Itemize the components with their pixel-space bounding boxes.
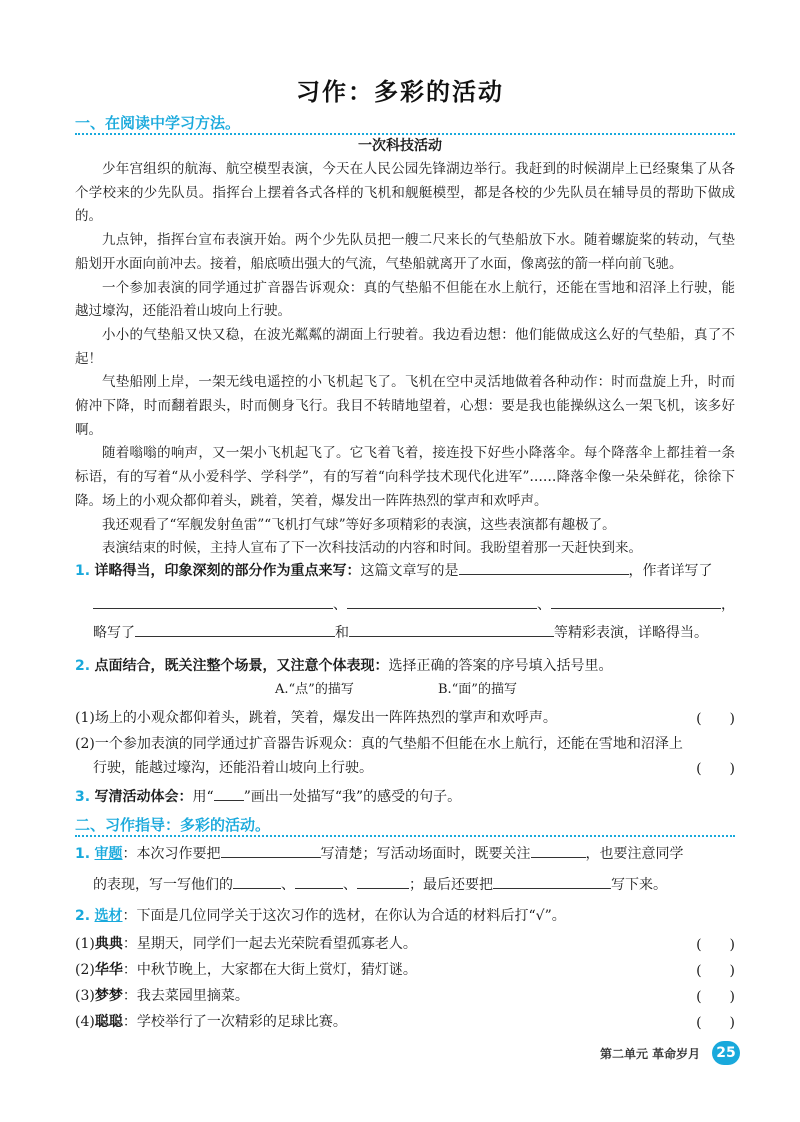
answer-parentheses[interactable]: ( ) (696, 963, 735, 979)
question-text: 略写了 (93, 625, 135, 641)
story-paragraph: 九点钟，指挥台宣布表演开始。两个少先队员把一艘二尺来长的气垫船放下水。随着螺旋桨的转动，气垫船划开水面向前冲去。接着，船底喷出强大的气流，气垫船就离开了水面，像离弦的箭一样向前飞驰。 (75, 232, 735, 272)
question-number: 3. (75, 789, 91, 805)
question-text: 写下来。 (611, 877, 667, 893)
question-text: ，作者详写了 (628, 563, 713, 579)
story-paragraph: 少年宫组织的航海、航空模型表演，今天在人民公园先锋湖边举行。我赶到的时候湖岸上已经聚集了从各个学校来的少先队员。指挥台上摆着各式各样的飞机和舰艇模型，都是各校的少先队员在辅导员的帮助下做成的。 (75, 161, 735, 225)
guide-1 (75, 843, 735, 864)
item-text: ：我去菜园里摘菜。 (122, 988, 249, 1004)
question-text: 用“ (192, 789, 214, 805)
item-index: (3) (75, 988, 95, 1004)
answer-blank[interactable] (93, 594, 333, 609)
underline-sample (214, 786, 244, 801)
guide-1-line-2 (75, 874, 735, 895)
answer-blank[interactable] (295, 874, 343, 889)
question-text: 等精彩表演，详略得当。 (554, 625, 708, 641)
story-paragraph: 小小的气垫船又快又稳，在波光粼粼的湖面上行驶着。我边看边想：他们能做成这么好的气垫船，真了不起！ (75, 326, 735, 367)
separator: 、 (281, 877, 295, 893)
item-text: (2)一个参加表演的同学通过扩音器告诉观众：真的气垫船不但能在水上航行，还能在雪地和沼泽上 (75, 736, 683, 752)
answer-parentheses[interactable]: ( ) (696, 761, 735, 777)
question-text: ”画出一处描写“我”的感受的句子。 (243, 789, 462, 805)
material-item (75, 986, 735, 1006)
answer-parentheses[interactable]: ( ) (696, 937, 735, 953)
section2-heading: 二、习作指导：多彩的活动。 (75, 816, 271, 834)
answer-blank[interactable] (349, 622, 554, 637)
story-paragraph: 一个参加表演的同学通过扩音器告诉观众：真的气垫船不但能在水上航行，还能在雪地和沼泽上行驶，能越过壕沟，还能沿着山坡向上行驶。 (75, 279, 735, 320)
question-text: 这篇文章写的是 (360, 563, 459, 579)
question-1 (75, 560, 735, 581)
student-name: 聪聪 (94, 1014, 123, 1030)
student-name: 梦梦 (94, 988, 123, 1004)
keyword: 选材 (94, 908, 123, 924)
answer-parentheses[interactable]: ( ) (696, 1015, 735, 1031)
item-text: ：学校举行了一次精彩的足球比赛。 (122, 1014, 347, 1030)
question-2-item-2 (75, 734, 735, 754)
story-title: 一次科技活动 (358, 138, 442, 154)
item-text: 行驶，能越过壕沟，还能沿着山坡向上行驶。 (93, 760, 373, 776)
question-text: 的表现，写一写他们的 (93, 877, 233, 893)
answer-blank[interactable] (347, 594, 537, 609)
question-number: 2. (75, 908, 91, 924)
question-text: ，也要注意同学 (585, 846, 684, 862)
question-1-line-2 (75, 594, 735, 615)
answer-blank[interactable] (221, 843, 321, 858)
unit-footer: 第二单元 革命岁月 (600, 1047, 701, 1061)
keyword: 审题 (94, 846, 123, 862)
question-2-item-1 (75, 708, 735, 728)
answer-blank[interactable] (135, 622, 335, 637)
answer-blank[interactable] (459, 560, 629, 575)
question-3 (75, 786, 735, 807)
student-name: 典典 (94, 936, 123, 952)
story-paragraph: 我还观看了“军舰发射鱼雷”“飞机打气球”等好多项精彩的表演，这些表演都有趣极了。 (102, 516, 616, 533)
item-index: (1) (75, 936, 95, 952)
material-item (75, 960, 735, 980)
option-b: B.“面”的描写 (437, 682, 517, 697)
story-body (75, 158, 735, 561)
section1-heading: 一、在阅读中学习方法。 (75, 114, 241, 132)
question-text: 选择正确的答案的序号填入括号里。 (388, 658, 613, 674)
question-number: 1. (75, 563, 91, 579)
question-2 (75, 656, 735, 676)
question-2-item-2-cont (75, 758, 735, 778)
question-text: 写清楚；写活动场面时，既要关注 (320, 846, 531, 862)
item-text: (1)场上的小观众都仰着头，跳着，笑着，爆发出一阵阵热烈的掌声和欢呼声。 (75, 710, 557, 726)
option-a: A.“点”的描写 (275, 682, 354, 697)
page-number: 25 (712, 1041, 740, 1065)
answer-parentheses[interactable]: ( ) (696, 989, 735, 1005)
question-text: ；最后还要把 (409, 877, 493, 893)
item-index: (2) (75, 962, 95, 978)
question-text: ：下面是几位同学关于这次习作的选材，在你认为合适的材料后打“√”。 (122, 908, 566, 924)
question-lead: 写清活动体会： (94, 789, 193, 805)
question-number: 2. (75, 658, 91, 674)
question-number: 1. (75, 846, 91, 862)
separator: 、 (343, 877, 357, 893)
answer-blank[interactable] (493, 874, 611, 889)
item-text: ：中秋节晚上，大家都在大街上赏灯，猜灯谜。 (122, 962, 417, 978)
student-name: 华华 (94, 962, 123, 978)
question-text: ：本次习作要把 (122, 846, 221, 862)
answer-blank[interactable] (531, 843, 586, 858)
question-text: 和 (335, 625, 349, 641)
answer-blank[interactable] (233, 874, 281, 889)
separator: 、 (537, 597, 551, 613)
answer-blank[interactable] (551, 594, 721, 609)
question-lead: 点面结合，既关注整个场景，又注意个体表现： (94, 658, 389, 674)
material-item (75, 934, 735, 954)
answer-parentheses[interactable]: ( ) (696, 711, 735, 727)
guide-2 (75, 906, 735, 926)
item-index: (4) (75, 1014, 95, 1030)
story-paragraph: 随着嗡嗡的响声，又一架小飞机起飞了。它飞着飞着，接连投下好些小降落伞。每个降落伞上都挂着一条标语，有的写着“从小爱科学、学科学”，有的写着“向科学技术现代化进军”……降落伞像一朵朵鲜花，徐徐下降。场上的小观众都仰着头，跳着，笑着，爆发出一阵阵热烈的掌声和欢呼声。 (75, 445, 735, 509)
item-text: ：星期天，同学们一起去光荣院看望孤寡老人。 (122, 936, 417, 952)
page-title: 习作：多彩的活动 (296, 78, 504, 106)
material-item (75, 1012, 735, 1032)
question-2-options (75, 680, 735, 700)
story-paragraph: 表演结束的时候，主持人宣布了下一次科技活动的内容和时间。我盼望着那一天赶快到来。 (102, 540, 642, 557)
story-paragraph: 气垫船刚上岸，一架无线电遥控的小飞机起飞了。飞机在空中灵活地做着各种动作：时而盘旋上升，时而俯冲下降，时而翻着跟头，时而侧身飞行。我目不转睛地望着，心想：要是我也能操纵这么一架飞机，该多好啊。 (75, 374, 735, 438)
question-1-line-3 (75, 622, 735, 643)
question-lead: 详略得当，印象深刻的部分作为重点来写： (94, 563, 361, 579)
section2-divider (75, 835, 735, 837)
separator: 、 (333, 597, 347, 613)
answer-blank[interactable] (357, 874, 409, 889)
separator: ， (721, 597, 735, 613)
